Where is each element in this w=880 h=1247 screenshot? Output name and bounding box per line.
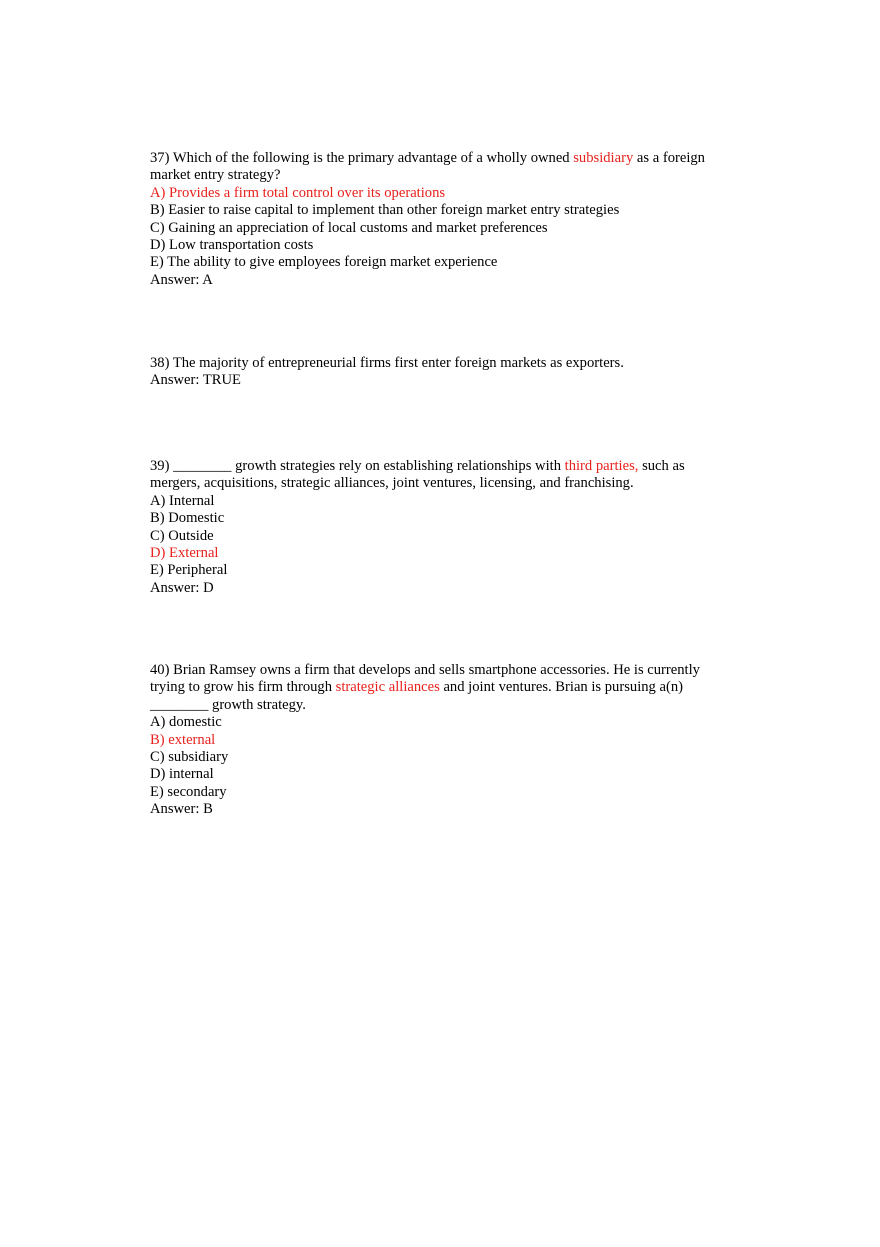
answer-option: A) domestic: [150, 714, 222, 731]
question-stem-line: [150, 697, 750, 714]
question-39: [150, 458, 750, 597]
answer-option: C) subsidiary: [150, 749, 229, 766]
question-stem-line: [150, 662, 750, 679]
highlighted-term: subsidiary: [573, 150, 634, 166]
question-text: 38) The majority of entrepreneurial firms first enter foreign markets as exporters.: [150, 355, 624, 371]
question-text: 40) Brian Ramsey owns a firm that develops and sells smartphone accessories. He is currently: [150, 662, 700, 678]
answer-key: Answer: A: [150, 271, 213, 288]
question-40: [150, 662, 750, 819]
answer-option: C) Gaining an appreciation of local customs and market preferences: [150, 219, 548, 236]
question-stem-line: [150, 167, 750, 184]
question-stem-line: [150, 679, 750, 696]
question-text: 39) ________ growth strategies rely on establishing relationships with: [150, 458, 565, 474]
answer-option: E) Peripheral: [150, 562, 228, 579]
answer-option: E) secondary: [150, 783, 227, 800]
question-text: mergers, acquisitions, strategic alliances, joint ventures, licensing, and franchising.: [150, 475, 634, 492]
question-text: as a foreign: [633, 150, 705, 166]
answer-option-correct: A) Provides a firm total control over its operations: [150, 184, 446, 201]
answer-option: B) Domestic: [150, 510, 225, 527]
answer-option: E) The ability to give employees foreign market experience: [150, 254, 498, 271]
highlighted-term: third parties,: [564, 458, 639, 474]
answer-option: A) Internal: [150, 492, 215, 509]
answer-option: C) Outside: [150, 527, 214, 544]
question-stem-line: [150, 475, 750, 492]
answer-option: B) Easier to raise capital to implement than other foreign market entry strategies: [150, 202, 620, 219]
question-text: ________ growth strategy.: [150, 696, 306, 713]
question-text: trying to grow his firm through: [150, 679, 336, 696]
question-text: and joint ventures. Brian is pursuing a(n): [439, 679, 683, 696]
question-stem-line: [150, 150, 750, 167]
answer-option: D) Low transportation costs: [150, 237, 314, 254]
answer-option-correct: D) External: [150, 545, 219, 562]
question-stem-line: [150, 458, 750, 475]
highlighted-term: strategic alliances: [335, 679, 440, 696]
question-stem-line: [150, 355, 750, 372]
answer-option: D) internal: [150, 766, 214, 783]
answer-option-correct: B) external: [150, 731, 216, 748]
answer-key: Answer: B: [150, 801, 213, 818]
question-37: [150, 150, 750, 289]
question-text: market entry strategy?: [150, 167, 281, 184]
answer-key: Answer: TRUE: [150, 372, 241, 389]
answer-key: Answer: D: [150, 579, 214, 596]
question-text: 37) Which of the following is the primary advantage of a wholly owned: [150, 150, 574, 166]
question-text: such as: [638, 458, 685, 474]
question-38: [150, 355, 750, 390]
